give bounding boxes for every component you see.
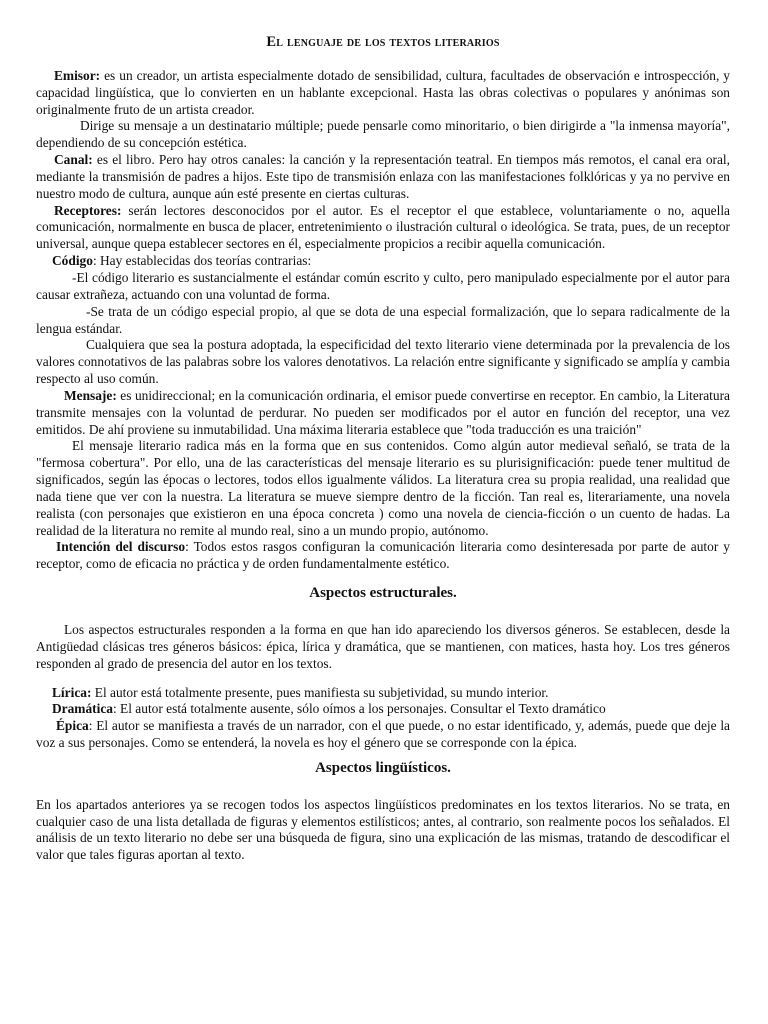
text-codigo: : Hay establecidas dos teorías contrarias: [92, 253, 312, 269]
paragraph-intencion [36, 539, 730, 573]
genre-lirica [36, 685, 730, 702]
paragraph-mensaje-forma: El mensaje literario radica más en la forma que en sus contenidos. Como algún autor medieval señaló, se trata de la "fermosa cobertura". Por ello, una de las características del mensaje literario es su plurisignificación: puede tener multitud de significados, según las épocas o lectores, todos ellos igualmente válidos. La literatura crea su propia realidad, una realidad que nada tiene que ver con la nuestra. La literatura se mueve siempre dentro de la ficción. Tan real es, literariamente, una novela realista (con personajes que existieron en una época concreta ) como una novela de ciencia-ficción o un cuento de hadas. La realidad de la literatura no remite al mundo real, sino a un mundo propio, autónomo. [36, 438, 730, 538]
term-intencion: Intención del discurso [56, 539, 186, 555]
term-epica: Épica [56, 718, 89, 734]
genre-epica [36, 718, 730, 752]
heading-aspectos-estructurales: Aspectos estructurales. [309, 585, 457, 602]
term-emisor: Emisor: [54, 67, 101, 83]
paragraph-linguisticos: En los apartados anteriores ya se recogen todos los aspectos lingüísticos predominates en los textos literarios. No se trata, en cualquier caso de una lista detallada de figuras y elementos estilísticos; antes, al contrario, son realmente pocos los señalados. El análisis de un texto literario no debe ser una búsqueda de figura, sino una explicación de las mismas, tratando de descodificar el valor que tales figuras aportan al texto. [36, 796, 730, 863]
text-canal: es el libro. Pero hay otros canales: la canción y la representación teatral. En tiempos más remotos, el canal era oral, mediante la transmisión de padres a hijos. Este tipo de transmisión enlaza con las manifestaciones folklóricas y ya no pervive en nuestro modo de cultura, aunque aún esté presente en ciertas culturas. [36, 152, 730, 201]
text-receptores: serán lectores desconocidos por el autor. Es el receptor el que establece, voluntariamente o no, aquella comunicación, normalmente en busca de placer, entretenimiento o ilustración cultural o ideológica. Se trata, pues, de un receptor universal, aunque quepa establecer sectores en él, especialmente propicios a recibir aquella comunicación. [36, 202, 730, 252]
term-codigo: Código [52, 253, 93, 269]
paragraph-emisor-destinatario: Dirige su mensaje a un destinatario múltiple; puede pensarle como minoritario, o bien dirigirde a "la inmensa mayoría", dependiendo de su concepción estética. [36, 118, 730, 151]
term-lirica: Lírica: [52, 684, 92, 700]
codigo-theory-1: -El código literario es sustancialmente el estándar común escrito y culto, pero manipulado especialmente por el autor para causar extrañeza, actuando con una voluntad de forma. [36, 269, 730, 302]
genre-dramatica [36, 701, 730, 718]
paragraph-estructurales-intro: Los aspectos estructurales responden a la forma en que han ido apareciendo los diversos géneros. Se establecen, desde la Antigüedad clásicas tres géneros básicos: épica, lírica y dramática, que se mantienen, con matices, hasta hoy. Los tres géneros responden al grado de presencia del autor en los textos. [36, 622, 730, 671]
text-mensaje: es unidireccional; en la comunicación ordinaria, el emisor puede convertirse en receptor. En cambio, la Literatura transmite mensajes con la voluntad de perdurar. No pueden ser modificados por el autor en función del receptor, una vez emitidos. De ahí proviene su inmutabilidad. Una máxima literaria establece que "toda traducción es una traición" [36, 387, 730, 437]
text-lirica: El autor está totalmente presente, pues manifiesta su subjetividad, su mundo interior. [91, 684, 549, 700]
paragraph-mensaje [36, 388, 730, 439]
term-mensaje: Mensaje: [64, 387, 117, 403]
paragraph-emisor [36, 68, 730, 119]
paragraph-codigo-especificidad: Cualquiera que sea la postura adoptada, la especificidad del texto literario viene determinada por la prevalencia de los valores connotativos de las palabras sobre los valores denotativos. La relación entre significante y significado se amplía y cambia respecto al uso común. [36, 337, 730, 387]
term-canal: Canal: [54, 152, 93, 168]
paragraph-codigo [36, 253, 730, 270]
term-dramatica: Dramática [52, 701, 113, 717]
text-intencion: : Todos estos rasgos configuran la comunicación literaria como desinteresada por parte de autor y receptor, como de eficacia no práctica y de orden fundamentalmente estético. [36, 539, 730, 572]
text-emisor: es un creador, un artista especialmente dotado de sensibilidad, cultura, facultades de observación e introspección, y capacidad lingüística, que lo convierten en un hablante excepcional. Hasta las obras colectivas o populares y anónimas son originalmente fruto de un artista creador. [36, 67, 730, 117]
text-epica: : El autor se manifiesta a través de un narrador, con el que puede, o no estar identificado, y, además, puede que deje la voz a sus personajes. Como se entenderá, la novela es hoy el género que se corresponde con la épica. [36, 718, 730, 751]
paragraph-canal [36, 152, 730, 203]
heading-aspectos-linguisticos: Aspectos lingüísticos. [315, 759, 451, 776]
document-title: El lenguaje de los textos literarios [266, 34, 500, 50]
codigo-theory-2: -Se trata de un código especial propio, al que se dota de una especial formalización, que lo separa radicalmente de la lengua estándar. [36, 303, 730, 336]
term-receptores: Receptores: [54, 202, 122, 218]
text-dramatica: : El autor está totalmente ausente, sólo oímos a los personajes. Consultar el Texto dramático [112, 701, 606, 717]
paragraph-receptores [36, 203, 730, 254]
document-page [36, 34, 730, 864]
